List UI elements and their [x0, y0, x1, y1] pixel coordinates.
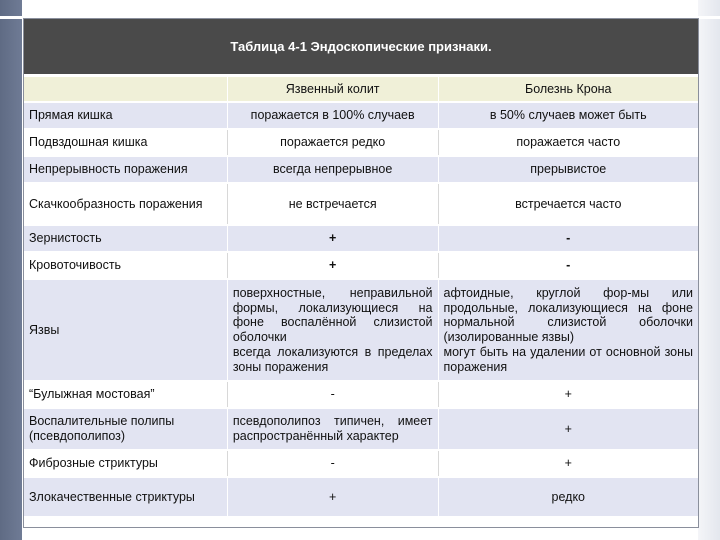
crohn-cell: - — [438, 226, 698, 251]
table-row — [24, 130, 698, 155]
row-label: Прямая кишка — [24, 103, 227, 128]
uc-ulcer-location: всегда локализуются в пределах зоны поражения — [232, 344, 433, 374]
table-row — [24, 409, 698, 449]
table-row — [24, 253, 698, 278]
table-header-row — [24, 77, 698, 101]
crohn-cell: + — [438, 382, 698, 407]
table-row — [24, 280, 698, 380]
uc-cell: псевдополипоз типичен, имеет распространённый характер — [227, 409, 438, 449]
table-row — [24, 451, 698, 476]
row-label: Скачкообразность поражения — [24, 184, 227, 224]
slide-background-right — [698, 0, 720, 540]
crohn-cell: встречается часто — [438, 184, 698, 224]
uc-cell: поражается редко — [227, 130, 438, 155]
header-cell-ulcerative-colitis: Язвенный колит — [227, 77, 438, 101]
uc-cell: + — [227, 226, 438, 251]
endoscopic-signs-table — [24, 75, 698, 518]
table-row — [24, 478, 698, 516]
table-row — [24, 226, 698, 251]
crohn-cell: - — [438, 253, 698, 278]
uc-cell: - — [227, 451, 438, 476]
row-label: Злокачественные стриктуры — [24, 478, 227, 516]
crohn-cell: + — [438, 451, 698, 476]
row-label: Язвы — [24, 280, 227, 380]
crohn-cell: поражается часто — [438, 130, 698, 155]
row-label: Подвздошная кишка — [24, 130, 227, 155]
uc-cell: не встречается — [227, 184, 438, 224]
uc-cell: + — [227, 253, 438, 278]
crohn-cell: + — [438, 409, 698, 449]
header-cell-crohn-disease: Болезнь Крона — [438, 77, 698, 101]
row-label: Кровоточивость — [24, 253, 227, 278]
table-title: Таблица 4-1 Эндоскопические признаки. — [24, 19, 698, 74]
table-row — [24, 382, 698, 407]
row-label: Воспалительные полипы (псевдополипоз) — [24, 409, 227, 449]
table-row — [24, 184, 698, 224]
crohn-cell: редко — [438, 478, 698, 516]
row-label: Непрерывность поражения — [24, 157, 227, 182]
row-label: Фиброзные стриктуры — [24, 451, 227, 476]
crohn-ulcer-description: афтоидные, круглой фор-мы или продольные, локализующиеся на фоне нормальной слизистой оболочки (изолированные язвы) — [443, 285, 693, 344]
table-row — [24, 103, 698, 128]
slide-background-left — [0, 0, 22, 540]
crohn-cell: прерывистое — [438, 157, 698, 182]
uc-cell: + — [227, 478, 438, 516]
crohn-cell: в 50% случаев может быть — [438, 103, 698, 128]
uc-cell: поражается в 100% случаев — [227, 103, 438, 128]
uc-ulcer-description: поверхностные, неправильной формы, локализующиеся на фоне воспалённой слизистой оболочки — [232, 285, 433, 344]
header-cell-feature — [24, 77, 227, 101]
crohn-ulcer-location: могут быть на удалении от основной зоны поражения — [443, 344, 693, 374]
row-label: Зернистость — [24, 226, 227, 251]
uc-cell — [227, 280, 438, 380]
uc-cell: всегда непрерывное — [227, 157, 438, 182]
row-label: “Булыжная мостовая” — [24, 382, 227, 407]
table-row — [24, 157, 698, 182]
crohn-cell — [438, 280, 698, 380]
uc-cell: - — [227, 382, 438, 407]
